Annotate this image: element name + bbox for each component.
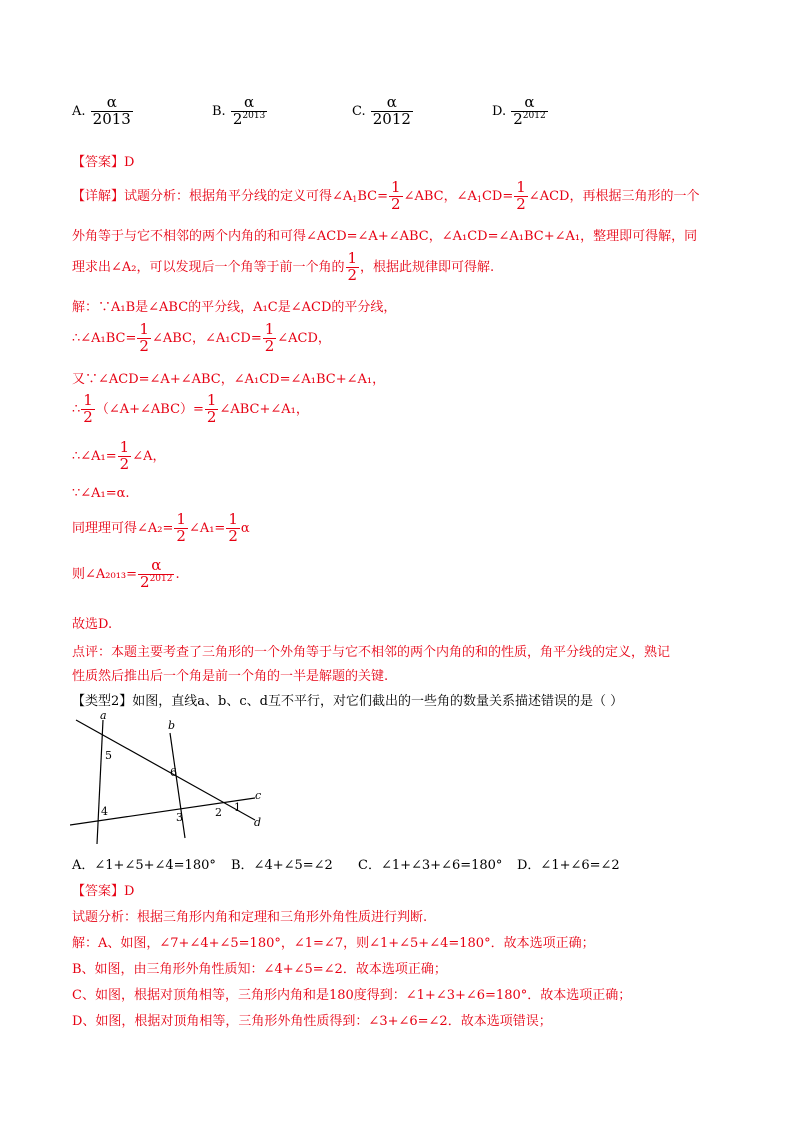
half-num: 1 — [347, 249, 358, 267]
half-fraction — [389, 180, 403, 213]
solution-line-5 — [72, 440, 165, 473]
solution-text: 则∠A₂₀₁₃= — [72, 566, 138, 582]
detail-text: 理求出∠A₂，可以发现后一个角等于前一个角的 — [72, 259, 345, 275]
option-d-exponent: 2012 — [522, 110, 546, 121]
option-a-numerator: α — [91, 95, 133, 112]
analysis-2-line-4: C、如图，根据对顶角相等，三角形内角和是180度得到：∠1+∠3+∠6=180°．故本选项正确； — [72, 988, 632, 1003]
half-den: 2 — [347, 265, 358, 284]
option-b-numerator: α — [231, 95, 267, 112]
half-den: 2 — [139, 336, 149, 355]
half-fraction — [205, 393, 219, 426]
option-b-denominator — [231, 109, 267, 128]
half-num: 1 — [516, 178, 526, 196]
line-a — [97, 720, 103, 844]
detail-line-2: 外角等于与它不相邻的两个内角的和可得∠ACD=∠A+∠ABC，∠A₁CD=∠A₁BC+∠A₁，整理即可得解，同 — [72, 229, 698, 244]
analysis-2-line-1: 试题分析：根据三角形内角和定理和三角形外角性质进行判断. — [72, 910, 428, 925]
option-a — [72, 95, 134, 135]
option-d-fraction — [511, 95, 547, 128]
solution-line-7 — [72, 512, 250, 545]
line-label-c: c — [255, 789, 262, 802]
detail-text: CD= — [481, 188, 514, 204]
half-num: 1 — [83, 391, 93, 409]
result-base: 2 — [140, 572, 150, 591]
answer-1-value: D — [124, 155, 135, 170]
option-c-label: C. — [352, 103, 366, 119]
option-b — [212, 95, 268, 135]
answer-1 — [72, 151, 134, 170]
result-fraction — [138, 558, 174, 591]
option-d-numerator: α — [511, 95, 547, 112]
option-d-base: 2 — [513, 109, 523, 128]
q2-option-a: A．∠1+∠5+∠4=180° — [72, 858, 216, 873]
option-a-label: A. — [72, 103, 86, 119]
option-c — [352, 95, 414, 135]
half-fraction — [118, 440, 132, 473]
half-num: 1 — [391, 178, 401, 196]
q2-option-b: B．∠4+∠5=∠2 — [231, 858, 333, 873]
half-fraction — [174, 512, 188, 545]
solution-text: ∠ACD， — [277, 330, 331, 346]
half-den: 2 — [264, 336, 275, 355]
result-den — [138, 572, 174, 591]
solution-text: 同理理可得∠A₂= — [72, 520, 174, 536]
analysis-2-line-2: 解：A、如图，∠7+∠4+∠5=180°，∠1=∠7，则∠1+∠5+∠4=180°．故本选项正确； — [72, 936, 595, 951]
option-b-exponent: 2013 — [242, 110, 266, 121]
angle-label-5: 5 — [105, 749, 112, 762]
half-den: 2 — [516, 194, 526, 213]
answer-2-value: D — [124, 884, 135, 899]
solution-text: ∠A₁= — [188, 520, 226, 536]
question-2 — [72, 690, 623, 709]
half-fraction — [81, 393, 95, 426]
solution-text: . — [175, 566, 180, 582]
half-num: 1 — [176, 510, 186, 528]
angle-label-3: 3 — [176, 811, 183, 824]
option-b-fraction — [231, 95, 267, 128]
solution-text: ∠A， — [132, 448, 166, 464]
solution-text: α — [240, 520, 250, 536]
line-label-a: a — [100, 709, 107, 722]
angle-label-2: 2 — [215, 806, 222, 819]
answer-2 — [72, 880, 134, 899]
line-c — [70, 798, 255, 825]
detail-line-3 — [72, 251, 494, 284]
half-num: 1 — [228, 510, 238, 528]
half-num: 1 — [139, 320, 149, 338]
half-fraction — [226, 512, 240, 545]
angle-label-6: 6 — [170, 766, 177, 779]
analysis-2-line-5: D、如图，根据对顶角相等，三角形外角性质得到：∠3+∠6=∠2．故本选项错误； — [72, 1014, 552, 1029]
half-den: 2 — [391, 194, 401, 213]
solution-line-8 — [72, 558, 180, 591]
half-num: 1 — [264, 320, 275, 338]
angle-label-1: 1 — [234, 801, 241, 814]
option-d — [492, 95, 549, 135]
result-exp: 2012 — [149, 573, 173, 584]
detail-text: ∠ACD，再根据三角形的一个 — [528, 188, 700, 204]
solution-text: ∴∠A₁BC= — [72, 330, 137, 346]
comment-line-1: 点评：本题主要考查了三角形的一个外角等于与它不相邻的两个内角的和的性质，角平分线的定义，熟记 — [72, 645, 671, 660]
detail-text: BC= — [357, 188, 389, 204]
option-a-fraction — [91, 95, 133, 128]
half-fraction — [137, 322, 151, 355]
half-den: 2 — [83, 407, 93, 426]
option-d-label: D. — [492, 103, 507, 119]
line-label-b: b — [168, 719, 176, 732]
half-fraction — [346, 251, 360, 284]
detail-text: 试题分析：根据角平分线的定义可得∠A — [124, 188, 353, 204]
question-2-text: 如图，直线a、b、c、d互不平行，对它们截出的一些角的数量关系描述错误的是（ ） — [132, 694, 624, 709]
solution-text: ∴ — [72, 401, 81, 417]
comment-line-2: 性质然后推出后一个角是前一个角的一半是解题的关键. — [72, 669, 389, 684]
q2-option-c: C．∠1+∠3+∠6=180° — [358, 858, 503, 873]
half-fraction — [514, 180, 528, 213]
half-fraction — [263, 322, 277, 355]
option-c-numerator: α — [371, 95, 413, 112]
q2-option-d: D．∠1+∠6=∠2 — [517, 858, 620, 873]
analysis-2-line-3: B、如图，由三角形外角性质知：∠4+∠5=∠2．故本选项正确； — [72, 962, 447, 977]
half-den: 2 — [228, 526, 238, 545]
solution-text: ∴∠A₁= — [72, 448, 117, 464]
half-den: 2 — [176, 526, 186, 545]
half-num: 1 — [206, 391, 217, 409]
option-c-fraction — [371, 95, 413, 128]
solution-line-2 — [72, 322, 331, 355]
half-num: 1 — [119, 438, 130, 456]
geometry-figure — [70, 708, 280, 848]
solution-line-6: ∵∠A₁=α. — [72, 486, 130, 501]
detail-text: ，根据此规律即可得解. — [360, 259, 495, 275]
detail-tag: 【详解】 — [72, 188, 125, 204]
answer-1-tag: 【答案】 — [72, 155, 125, 170]
detail-line-1: 【详解】试题分析：根据角平分线的定义可得$\angle A_1BC=$ $\frac{1}{2}$ ∠ABC，$\angle A_1CD=$ $\frac{1}{2}$ ∠ACD，再根据三角形的一个 — [72, 178, 700, 213]
option-b-label: B. — [212, 103, 226, 119]
option-a-denominator: 2013 — [92, 109, 131, 128]
question-2-tag: 【类型2】 — [72, 694, 133, 709]
half-den: 2 — [206, 407, 217, 426]
angle-label-4: 4 — [101, 805, 108, 818]
solution-line-4 — [72, 393, 309, 426]
half-den: 2 — [119, 454, 130, 473]
option-b-base: 2 — [232, 109, 243, 128]
line-label-d: d — [254, 816, 262, 829]
solution-line-3: 又∵∠ACD=∠A+∠ABC，∠A₁CD=∠A₁BC+∠A₁， — [72, 372, 386, 387]
answer-2-tag: 【答案】 — [72, 884, 125, 899]
solution-line-9: 故选D. — [72, 617, 113, 632]
solution-text: （∠A+∠ABC）= — [95, 401, 204, 417]
result-num: α — [138, 558, 174, 575]
option-d-denominator — [511, 109, 547, 128]
option-c-denominator: 2012 — [372, 109, 411, 128]
detail-text: ∠ABC，∠A — [403, 188, 477, 204]
solution-text: ∠ABC，∠A₁CD= — [151, 330, 262, 346]
solution-line-1: 解：∵A₁B是∠ABC的平分线，A₁C是∠ACD的平分线， — [72, 300, 397, 315]
solution-text: ∠ABC+∠A₁， — [219, 401, 309, 417]
